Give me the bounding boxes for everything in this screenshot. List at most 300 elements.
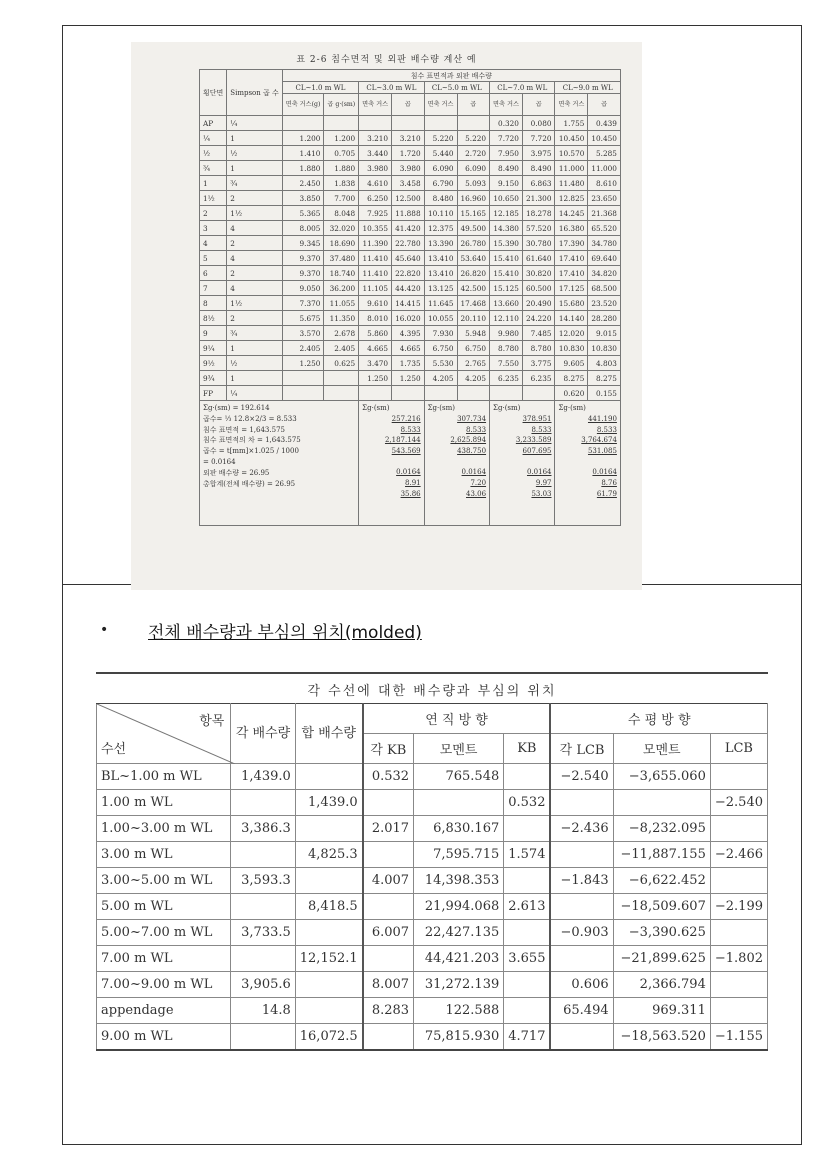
value-cell: 0.606 [550, 972, 613, 998]
waterline-header: CL~3.0 m WL [359, 82, 424, 94]
value-cell [231, 894, 295, 920]
value-cell: 57.520 [522, 221, 555, 236]
value-cell: 10.055 [424, 311, 457, 326]
value-cell: 11.055 [324, 296, 359, 311]
value-cell [231, 1024, 295, 1050]
summary-value: 3,233.589 [515, 436, 552, 445]
simpson-cell: ½ [227, 356, 282, 371]
value-cell [295, 920, 362, 946]
value-cell: 18.690 [324, 236, 359, 251]
subheader-h-moment: 모멘트 [613, 734, 710, 764]
value-cell: 5.440 [424, 146, 457, 161]
value-cell [231, 946, 295, 972]
value-cell: 28.280 [588, 311, 621, 326]
value-cell: 7.550 [490, 356, 523, 371]
summary-value: Σg·(sm) [493, 404, 521, 412]
header-vertical: 연 직 방 향 [363, 704, 551, 734]
summary-value: 0.0164 [592, 467, 617, 476]
value-cell: 16.960 [457, 191, 490, 206]
value-cell: 1.250 [359, 371, 392, 386]
value-cell [282, 386, 324, 401]
summary-value: 607.695 [522, 447, 552, 456]
station-cell: 9½ [200, 356, 227, 371]
value-cell: 68.500 [588, 281, 621, 296]
simpson-cell: ¾ [227, 176, 282, 191]
value-cell: 69.640 [588, 251, 621, 266]
value-cell: 9.980 [490, 326, 523, 341]
t1-data-row [200, 206, 621, 221]
value-cell: 3,733.5 [231, 920, 295, 946]
summary-value: Σg·(sm) [362, 404, 390, 412]
value-cell: 11.000 [555, 161, 588, 176]
value-cell: 23.520 [588, 296, 621, 311]
value-cell: 53.640 [457, 251, 490, 266]
table-row [97, 946, 768, 972]
value-cell: 15.410 [490, 251, 523, 266]
value-cell [710, 816, 767, 842]
value-cell: 0.532 [363, 764, 414, 790]
table-row [97, 920, 768, 946]
t1-data-row [200, 146, 621, 161]
value-cell: 15.165 [457, 206, 490, 221]
summary-value: 438.750 [457, 447, 487, 456]
value-cell: 7.720 [490, 131, 523, 146]
sub-header-product: 곱 [457, 94, 490, 116]
value-cell [504, 764, 551, 790]
value-cell: 11.350 [324, 311, 359, 326]
value-cell [282, 371, 324, 386]
value-cell: 2.613 [504, 894, 551, 920]
value-cell: 8,418.5 [295, 894, 362, 920]
value-cell: 2.678 [324, 326, 359, 341]
value-cell: 1.735 [392, 356, 425, 371]
displacement-table-title: 각 수선에 대한 배수량과 부심의 위치 [307, 684, 557, 699]
value-cell: 18.740 [324, 266, 359, 281]
waterline-cell: 7.00~9.00 m WL [97, 972, 231, 998]
value-cell: 5.948 [457, 326, 490, 341]
value-cell: 3,905.6 [231, 972, 295, 998]
value-cell: 1.755 [555, 116, 588, 131]
scanned-table-image [131, 42, 642, 590]
waterline-header: CL~5.0 m WL [424, 82, 489, 94]
summary-first [200, 401, 359, 526]
value-cell: 44,421.203 [414, 946, 504, 972]
value-cell: 1.880 [324, 161, 359, 176]
summary-line: = 0.0164 [203, 457, 236, 466]
waterline-cell: appendage [97, 998, 231, 1024]
header-row-1 [97, 704, 768, 734]
simpson-cell: ¼ [227, 386, 282, 401]
value-cell: 0.620 [555, 386, 588, 401]
value-cell: 14,398.353 [414, 868, 504, 894]
value-cell: 1.720 [392, 146, 425, 161]
value-cell: 7.485 [522, 326, 555, 341]
summary-value: 61.79 [596, 489, 617, 498]
value-cell [295, 972, 362, 998]
value-cell: 5.220 [457, 131, 490, 146]
value-cell: 17.410 [555, 251, 588, 266]
value-cell: 31,272.139 [414, 972, 504, 998]
value-cell [522, 386, 555, 401]
header-sum-displacement: 합 배수량 [295, 704, 362, 764]
subheader-v-moment: 모멘트 [414, 734, 504, 764]
value-cell: 9.610 [359, 296, 392, 311]
waterline-header: CL~7.0 m WL [490, 82, 555, 94]
value-cell: 9.345 [282, 236, 324, 251]
value-cell: −2.199 [710, 894, 767, 920]
value-cell: 5.285 [588, 146, 621, 161]
summary-value: 8.533 [531, 425, 552, 434]
value-cell: 12.825 [555, 191, 588, 206]
t1-summary-row [200, 401, 621, 526]
value-cell: 26.780 [457, 236, 490, 251]
value-cell: 42.500 [457, 281, 490, 296]
displacement-table-wrap [96, 672, 768, 1051]
summary-value: 378.951 [522, 414, 552, 423]
value-cell [710, 764, 767, 790]
station-cell: FP [200, 386, 227, 401]
value-cell: 6.750 [457, 341, 490, 356]
value-cell: 6.790 [424, 176, 457, 191]
simpson-cell: 4 [227, 221, 282, 236]
value-cell: 0.439 [588, 116, 621, 131]
value-cell: 7,595.715 [414, 842, 504, 868]
value-cell [457, 386, 490, 401]
corner-label-item: 항목 [199, 714, 225, 729]
summary-col [359, 401, 424, 526]
sub-header-product: 곱 [392, 94, 425, 116]
waterline-cell: 3.00~5.00 m WL [97, 868, 231, 894]
value-cell [457, 116, 490, 131]
sub-header-girth: 면축 거스 [424, 94, 457, 116]
value-cell: 13.410 [424, 251, 457, 266]
station-cell: 1 [200, 176, 227, 191]
value-cell: 1.880 [282, 161, 324, 176]
value-cell [550, 1024, 613, 1050]
value-cell: 10.650 [490, 191, 523, 206]
summary-value: 53.03 [531, 489, 552, 498]
value-cell [710, 998, 767, 1024]
value-cell: −0.903 [550, 920, 613, 946]
value-cell [490, 386, 523, 401]
value-cell: 8.490 [522, 161, 555, 176]
waterline-cell: 3.00 m WL [97, 842, 231, 868]
value-cell: −3,655.060 [613, 764, 710, 790]
value-cell [295, 816, 362, 842]
summary-value: 543.569 [391, 447, 421, 456]
t1-data-row [200, 326, 621, 341]
value-cell: 49.500 [457, 221, 490, 236]
value-cell: 13.410 [424, 266, 457, 281]
simpson-cell: 2 [227, 236, 282, 251]
value-cell: 15.680 [555, 296, 588, 311]
group-title: 침수 표면적과 외판 배수량 [282, 70, 620, 82]
value-cell: 122.588 [414, 998, 504, 1024]
value-cell [295, 868, 362, 894]
t1-data-row [200, 371, 621, 386]
value-cell: 45.640 [392, 251, 425, 266]
summary-value: Σg·(sm) [558, 404, 586, 412]
summary-line: 곱수 = t[mm]×1.025 / 1000 [203, 447, 299, 456]
simpson-cell: 4 [227, 251, 282, 266]
value-cell [363, 894, 414, 920]
value-cell: 11.105 [359, 281, 392, 296]
value-cell: 16.380 [555, 221, 588, 236]
station-cell: ½ [200, 146, 227, 161]
value-cell: 17.468 [457, 296, 490, 311]
value-cell: 12.500 [392, 191, 425, 206]
value-cell: 20.490 [522, 296, 555, 311]
value-cell: 11.410 [359, 251, 392, 266]
value-cell: 3.470 [359, 356, 392, 371]
table-row [97, 972, 768, 998]
value-cell: −18,509.607 [613, 894, 710, 920]
value-cell: 15.410 [490, 266, 523, 281]
t1-data-row [200, 236, 621, 251]
value-cell: 1.200 [282, 131, 324, 146]
value-cell: 2.405 [324, 341, 359, 356]
value-cell: 65.494 [550, 998, 613, 1024]
value-cell: 32.020 [324, 221, 359, 236]
value-cell: 44.420 [392, 281, 425, 296]
value-cell: 0.080 [522, 116, 555, 131]
t1-data-row [200, 191, 621, 206]
value-cell: 9.370 [282, 251, 324, 266]
simpson-cell: 1 [227, 131, 282, 146]
value-cell [414, 790, 504, 816]
value-cell: 9.015 [588, 326, 621, 341]
t1-data-row [200, 266, 621, 281]
value-cell [613, 790, 710, 816]
value-cell: 26.820 [457, 266, 490, 281]
station-cell: 4 [200, 236, 227, 251]
value-cell: −2.540 [550, 764, 613, 790]
waterline-cell: 5.00~7.00 m WL [97, 920, 231, 946]
value-cell: 6.250 [359, 191, 392, 206]
subheader-lcb: LCB [710, 734, 767, 764]
wetted-surface-table [199, 69, 621, 526]
simpson-cell: 1 [227, 161, 282, 176]
summary-col [424, 401, 489, 526]
subheader-each-kb: 각 KB [363, 734, 414, 764]
value-cell [282, 116, 324, 131]
value-cell: 12.375 [424, 221, 457, 236]
value-cell: −6,622.452 [613, 868, 710, 894]
value-cell: 14.415 [392, 296, 425, 311]
t1-data-row [200, 161, 621, 176]
station-cell: 2 [200, 206, 227, 221]
summary-value: 35.86 [400, 489, 421, 498]
simpson-cell: 1½ [227, 206, 282, 221]
simpson-cell: ¾ [227, 326, 282, 341]
value-cell: 10.830 [555, 341, 588, 356]
value-cell [550, 790, 613, 816]
summary-value: 8.76 [601, 478, 617, 487]
value-cell: −8,232.095 [613, 816, 710, 842]
waterline-header: CL~9.0 m WL [555, 82, 620, 94]
value-cell: 7.930 [424, 326, 457, 341]
value-cell: 65.520 [588, 221, 621, 236]
value-cell: 13.390 [424, 236, 457, 251]
value-cell: 9.150 [490, 176, 523, 191]
t1-data-row [200, 341, 621, 356]
value-cell [231, 842, 295, 868]
station-cell: 6 [200, 266, 227, 281]
value-cell: 11.390 [359, 236, 392, 251]
value-cell: 5.365 [282, 206, 324, 221]
value-cell: 2.765 [457, 356, 490, 371]
value-cell: 14.245 [555, 206, 588, 221]
value-cell: 13.125 [424, 281, 457, 296]
waterline-cell: BL~1.00 m WL [97, 764, 231, 790]
value-cell: 3,593.3 [231, 868, 295, 894]
station-cell: 9¾ [200, 371, 227, 386]
value-cell: 0.155 [588, 386, 621, 401]
simpson-header: Simpson 곱 수 [227, 70, 282, 116]
value-cell: −11,887.155 [613, 842, 710, 868]
summary-value: 8.533 [400, 425, 421, 434]
value-cell: 23.650 [588, 191, 621, 206]
value-cell [550, 946, 613, 972]
value-cell: 0.705 [324, 146, 359, 161]
value-cell: 4.665 [359, 341, 392, 356]
table-row [97, 894, 768, 920]
value-cell: 6.863 [522, 176, 555, 191]
value-cell: 11.480 [555, 176, 588, 191]
value-cell [550, 842, 613, 868]
value-cell: 3,386.3 [231, 816, 295, 842]
value-cell: 2,366.794 [613, 972, 710, 998]
station-cell: 9¼ [200, 341, 227, 356]
value-cell: 3.775 [522, 356, 555, 371]
header-each-displacement: 각 배수량 [231, 704, 295, 764]
waterline-cell: 5.00 m WL [97, 894, 231, 920]
value-cell: 15.125 [490, 281, 523, 296]
t1-data-row [200, 296, 621, 311]
summary-line: 곱수= ⅓ 12.8×2/3 = 8.533 [203, 414, 297, 423]
value-cell [295, 764, 362, 790]
value-cell: −18,563.520 [613, 1024, 710, 1050]
value-cell: 17.390 [555, 236, 588, 251]
value-cell: 21,994.068 [414, 894, 504, 920]
summary-col [490, 401, 555, 526]
value-cell [550, 894, 613, 920]
value-cell: −2.466 [710, 842, 767, 868]
t1-data-row [200, 221, 621, 236]
summary-value: 3,764.674 [581, 436, 617, 445]
summary-value: 2,625.894 [450, 436, 487, 445]
value-cell: 61.640 [522, 251, 555, 266]
value-cell: 8.275 [588, 371, 621, 386]
value-cell: 3.210 [392, 131, 425, 146]
t1-data-row [200, 356, 621, 371]
header-horizontal: 수 평 방 향 [550, 704, 767, 734]
summary-value: 0.0164 [396, 467, 421, 476]
value-cell: 765.548 [414, 764, 504, 790]
waterline-header: CL~1.0 m WL [282, 82, 358, 94]
value-cell: 2.450 [282, 176, 324, 191]
simpson-cell: 2 [227, 311, 282, 326]
value-cell: 0.320 [490, 116, 523, 131]
sub-header-girth: 면축 거스 [359, 94, 392, 116]
value-cell: 12.020 [555, 326, 588, 341]
value-cell: 30.820 [522, 266, 555, 281]
summary-value: Σg·(sm) [427, 404, 455, 412]
value-cell: 36.200 [324, 281, 359, 296]
value-cell: 1.574 [504, 842, 551, 868]
value-cell: 2.405 [282, 341, 324, 356]
simpson-cell: 2 [227, 266, 282, 281]
value-cell: 16,072.5 [295, 1024, 362, 1050]
table-row [97, 842, 768, 868]
value-cell: 3.850 [282, 191, 324, 206]
value-cell: 12,152.1 [295, 946, 362, 972]
simpson-cell: 1 [227, 341, 282, 356]
table-row [97, 764, 768, 790]
value-cell: 11.888 [392, 206, 425, 221]
value-cell: 34.780 [588, 236, 621, 251]
value-cell: 30.780 [522, 236, 555, 251]
value-cell: 14.380 [490, 221, 523, 236]
value-cell: 41.420 [392, 221, 425, 236]
value-cell: 11.645 [424, 296, 457, 311]
summary-line: Σg·(sm) = 192.614 [203, 404, 270, 412]
value-cell: 5.093 [457, 176, 490, 191]
value-cell: 6.007 [363, 920, 414, 946]
value-cell: 1,439.0 [295, 790, 362, 816]
value-cell: 22.820 [392, 266, 425, 281]
value-cell: 5.675 [282, 311, 324, 326]
value-cell [363, 946, 414, 972]
value-cell: 4.717 [504, 1024, 551, 1050]
value-cell: 12.110 [490, 311, 523, 326]
value-cell [324, 116, 359, 131]
subheader-kb: KB [504, 734, 551, 764]
value-cell: 13.660 [490, 296, 523, 311]
corner-cell [97, 704, 231, 764]
value-cell: 15.390 [490, 236, 523, 251]
value-cell: −1.802 [710, 946, 767, 972]
summary-value: 8.91 [405, 478, 421, 487]
value-cell: 18.278 [522, 206, 555, 221]
value-cell [231, 790, 295, 816]
sub-header-product: 곱 [588, 94, 621, 116]
table-caption: 표 2-6 침수면적 및 외판 배수량 계산 예 [296, 55, 477, 65]
value-cell: 34.820 [588, 266, 621, 281]
value-cell: −1.843 [550, 868, 613, 894]
value-cell: 10.450 [588, 131, 621, 146]
waterline-cell: 1.00~3.00 m WL [97, 816, 231, 842]
corner-label-waterline: 수선 [101, 742, 127, 757]
value-cell: 7.700 [324, 191, 359, 206]
value-cell: 1.250 [392, 371, 425, 386]
value-cell: 20.110 [457, 311, 490, 326]
value-cell: 8.490 [490, 161, 523, 176]
value-cell [504, 920, 551, 946]
value-cell: 5.860 [359, 326, 392, 341]
value-cell [359, 386, 392, 401]
sub-header-product: 곱 [522, 94, 555, 116]
t1-data-row [200, 251, 621, 266]
value-cell: 10.355 [359, 221, 392, 236]
value-cell: 6,830.167 [414, 816, 504, 842]
value-cell: 6.235 [522, 371, 555, 386]
value-cell: 4.395 [392, 326, 425, 341]
value-cell [363, 790, 414, 816]
value-cell: 6.235 [490, 371, 523, 386]
value-cell: 24.220 [522, 311, 555, 326]
value-cell: 4.665 [392, 341, 425, 356]
